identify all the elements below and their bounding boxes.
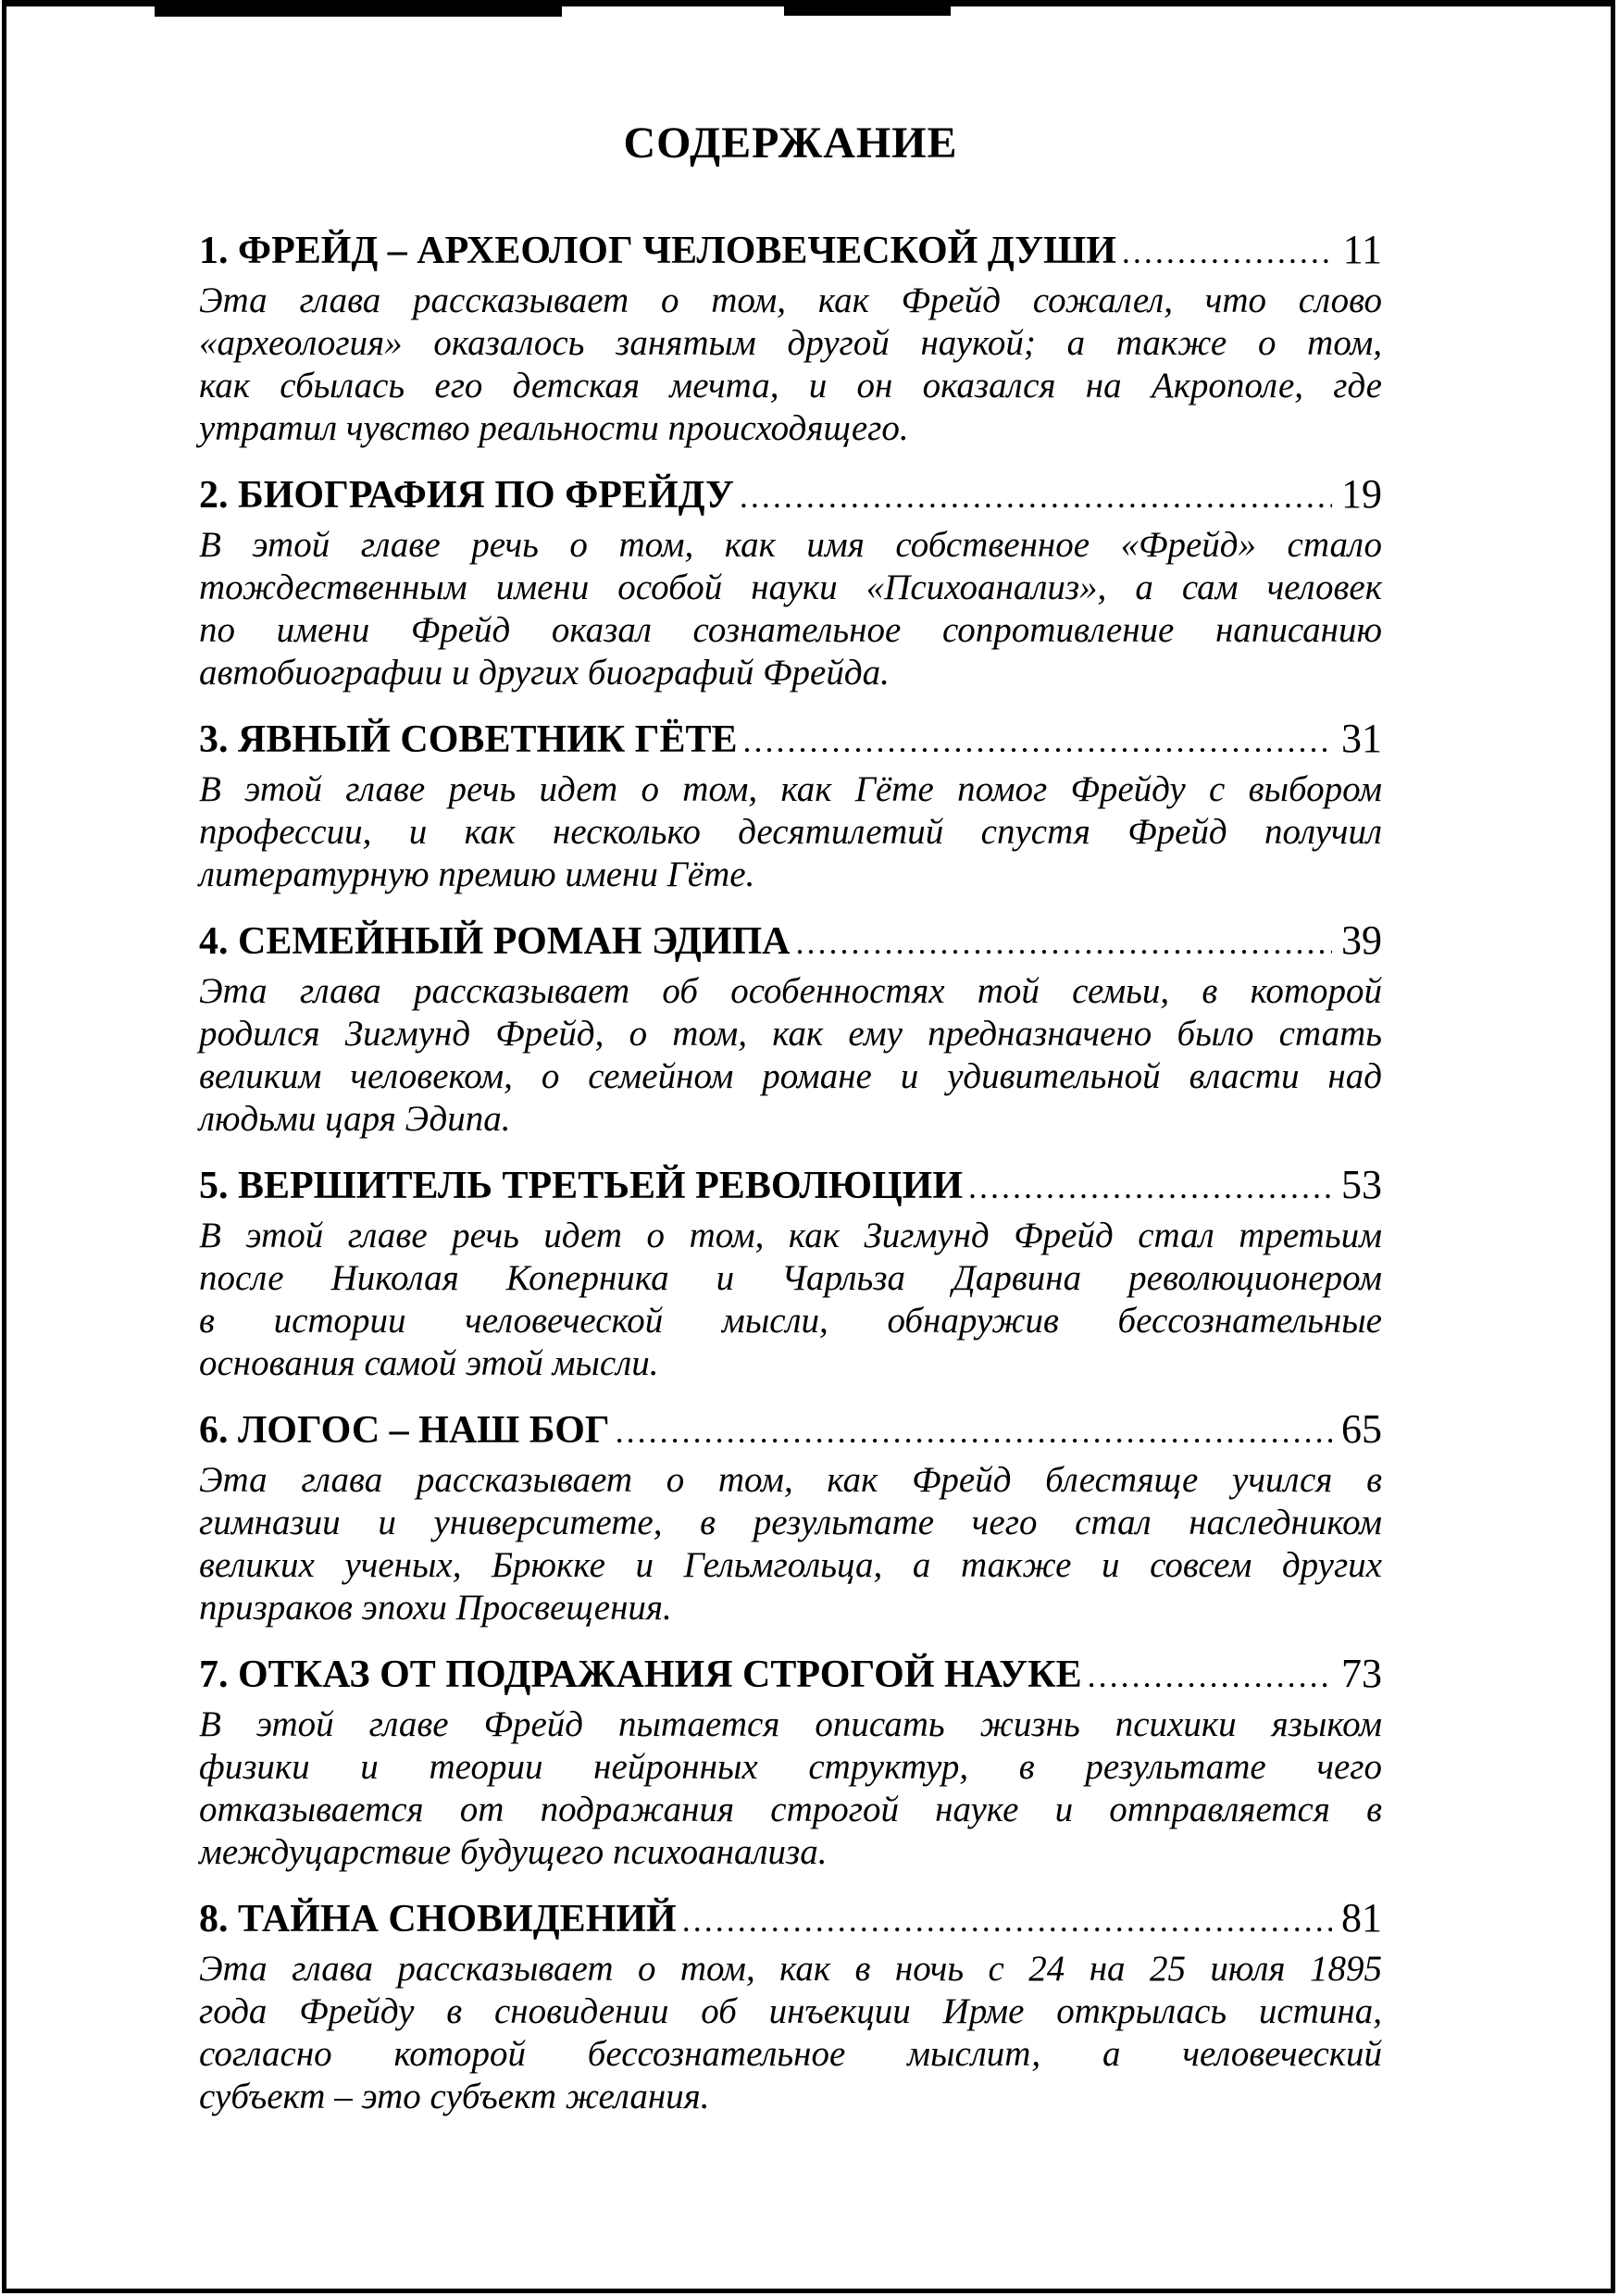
- dot-leader: [1122, 228, 1334, 276]
- toc-entry: [199, 1894, 1382, 2118]
- chapter-title: 5. ВЕРШИТЕЛЬ ТРЕТЬЕЙ РЕВОЛЮЦИИ: [199, 1165, 964, 1207]
- description-line: тождественным имени особой науки «Психоанализ», а сам человек: [199, 568, 1382, 607]
- description-line: согласно которой бессознательное мыслит, а человеческий: [199, 2034, 1382, 2074]
- toc-entry: [199, 715, 1382, 896]
- chapter-page-number: 19: [1341, 471, 1382, 517]
- description-line: великим человеком, о семейном романе и удивительной власти над: [199, 1056, 1382, 1096]
- chapter-title: 2. БИОГРАФИЯ ПО ФРЕЙДУ: [199, 474, 734, 517]
- chapter-description: [199, 970, 1382, 1141]
- dot-leader: [682, 1896, 1332, 1944]
- chapter-page-number: 11: [1342, 227, 1382, 272]
- description-line: автобиографии и других биографий Фрейда.: [199, 653, 890, 693]
- toc-entry: [199, 1650, 1382, 1874]
- chapter-page-number: 65: [1341, 1406, 1382, 1452]
- description-line: после Николая Коперника и Чарльза Дарвина революционером: [199, 1258, 1382, 1298]
- description-line: В этой главе речь о том, как имя собственное «Фрейд» стало: [199, 525, 1382, 565]
- chapter-description: [199, 1948, 1382, 2118]
- toc-entry: [199, 470, 1382, 694]
- toc-entry-heading: [199, 1650, 1382, 1700]
- scan-artifact: [784, 6, 951, 16]
- description-line: В этой главе Фрейд пытается описать жизнь психики языком: [199, 1704, 1382, 1744]
- chapter-description: [199, 768, 1382, 896]
- chapter-page-number: 81: [1341, 1895, 1382, 1940]
- dot-leader: [796, 918, 1333, 967]
- chapter-title: 4. СЕМЕЙНЫЙ РОМАН ЭДИПА: [199, 920, 791, 963]
- description-line: Эта глава рассказывает об особенностях той семьи, в которой: [199, 971, 1382, 1011]
- chapter-page-number: 53: [1341, 1162, 1382, 1207]
- chapter-title: 3. ЯВНЫЙ СОВЕТНИК ГЁТЕ: [199, 718, 738, 761]
- chapter-title: 8. ТАЙНА СНОВИДЕНИЙ: [199, 1898, 677, 1940]
- dot-leader: [740, 472, 1332, 520]
- description-line: В этой главе речь идет о том, как Гёте помог Фрейду с выбором: [199, 769, 1382, 809]
- toc-entry: [199, 226, 1382, 450]
- chapter-description: [199, 280, 1382, 450]
- toc-entry-heading: [199, 917, 1382, 967]
- toc-entry-heading: [199, 470, 1382, 520]
- description-line: физики и теории нейронных структур, в результате чего: [199, 1747, 1382, 1787]
- toc-entry-heading: [199, 226, 1382, 276]
- description-line: междуцарствие будущего психоанализа.: [199, 1832, 828, 1872]
- table-of-contents: [199, 117, 1382, 2118]
- description-line: как сбылась его детская мечта, и он оказался на Акрополе, где: [199, 366, 1382, 406]
- description-line: В этой главе речь идет о том, как Зигмунд Фрейд стал третьим: [199, 1216, 1382, 1255]
- dot-leader: [968, 1163, 1332, 1211]
- chapter-description: [199, 1459, 1382, 1629]
- chapter-description: [199, 1703, 1382, 1874]
- chapter-title: 6. ЛОГОС – НАШ БОГ: [199, 1409, 610, 1452]
- toc-entry: [199, 917, 1382, 1141]
- page-title: СОДЕРЖАНИЕ: [623, 119, 958, 168]
- description-line: людьми царя Эдипа.: [199, 1099, 511, 1139]
- chapter-title: 1. ФРЕЙД – АРХЕОЛОГ ЧЕЛОВЕЧЕСКОЙ ДУШИ: [199, 230, 1116, 272]
- chapter-description: [199, 524, 1382, 694]
- description-line: субъект – это субъект желания.: [199, 2077, 710, 2116]
- toc-entry-heading: [199, 1405, 1382, 1455]
- dot-leader: [1088, 1652, 1332, 1700]
- description-line: по имени Фрейд оказал сознательное сопротивление написанию: [199, 610, 1382, 650]
- chapter-page-number: 73: [1341, 1651, 1382, 1696]
- dot-leader: [616, 1407, 1332, 1455]
- toc-entry-list: [199, 226, 1382, 2118]
- scan-artifact: [155, 6, 562, 17]
- description-line: родился Зигмунд Фрейд, о том, как ему предназначено было стать: [199, 1014, 1382, 1054]
- description-line: Эта глава рассказывает о том, как в ночь с 24 на 25 июля 1895: [199, 1949, 1382, 1989]
- description-line: отказывается от подражания строгой науке и отправляется в: [199, 1790, 1382, 1829]
- chapter-description: [199, 1215, 1382, 1385]
- description-line: профессии, и как несколько десятилетий спустя Фрейд получил: [199, 812, 1382, 852]
- chapter-title: 7. ОТКАЗ ОТ ПОДРАЖАНИЯ СТРОГОЙ НАУКЕ: [199, 1653, 1082, 1696]
- description-line: великих ученых, Брюкке и Гельмгольца, а также и совсем других: [199, 1545, 1382, 1585]
- chapter-page-number: 31: [1341, 716, 1382, 761]
- description-line: призраков эпохи Просвещения.: [199, 1588, 672, 1628]
- description-line: утратил чувство реальности происходящего.: [199, 408, 909, 448]
- toc-entry-heading: [199, 1894, 1382, 1944]
- description-line: в истории человеческой мысли, обнаружив бессознательные: [199, 1301, 1382, 1341]
- description-line: года Фрейду в сновидении об инъекции Ирме открылась истина,: [199, 1991, 1382, 2031]
- description-line: основания самой этой мысли.: [199, 1343, 659, 1383]
- toc-entry: [199, 1161, 1382, 1385]
- chapter-page-number: 39: [1341, 917, 1382, 963]
- description-line: гимназии и университете, в результате чего стал наследником: [199, 1503, 1382, 1542]
- description-line: Эта глава рассказывает о том, как Фрейд блестяще учился в: [199, 1460, 1382, 1500]
- toc-entry-heading: [199, 1161, 1382, 1211]
- toc-entry: [199, 1405, 1382, 1629]
- toc-entry-heading: [199, 715, 1382, 765]
- description-line: Эта глава рассказывает о том, как Фрейд сожалел, что слово: [199, 281, 1382, 320]
- dot-leader: [743, 717, 1332, 765]
- description-line: литературную премию имени Гёте.: [199, 855, 755, 894]
- description-line: «археология» оказалось занятым другой наукой; а также о том,: [199, 323, 1382, 363]
